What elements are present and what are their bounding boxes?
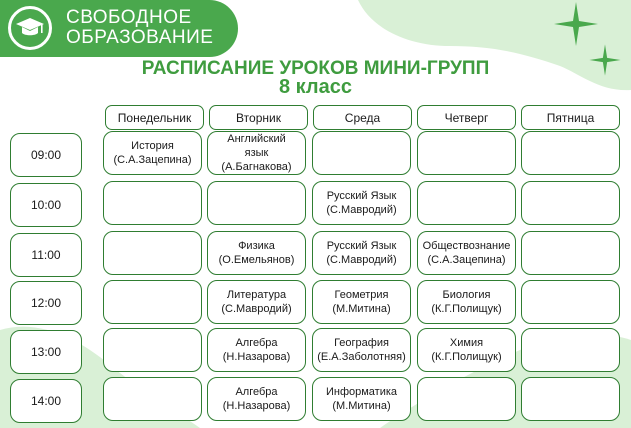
day-header: Среда xyxy=(313,105,412,130)
page-subtitle: 8 класс xyxy=(278,76,352,98)
lesson-cell xyxy=(417,181,516,225)
lesson-subject: Информатика xyxy=(325,386,398,398)
lesson-cell xyxy=(207,231,306,275)
brand-line2: ОБРАЗОВАНИЕ xyxy=(66,27,214,48)
lesson-teacher: (С.А.Зацепина) xyxy=(427,254,506,266)
lesson-cell xyxy=(312,377,411,421)
lesson-cell xyxy=(312,131,411,175)
time-label: 12:00 xyxy=(10,281,82,325)
lesson-cell xyxy=(417,131,516,175)
lesson-teacher: (С.А.Зацепина) xyxy=(113,154,192,166)
lesson-subject: Русский Язык xyxy=(326,240,397,252)
lesson-cell xyxy=(312,328,411,372)
lesson-teacher: (О.Емельянов) xyxy=(218,254,295,266)
lesson-subject: Алгебра xyxy=(235,337,278,349)
lesson-subject: Геометрия xyxy=(334,289,389,301)
lesson-cell xyxy=(207,328,306,372)
lesson-subject: История xyxy=(131,140,174,152)
lesson-teacher: (С.Мавродий) xyxy=(221,303,292,315)
lesson-cell xyxy=(312,280,411,324)
time-label: 11:00 xyxy=(10,233,82,277)
lesson-cell xyxy=(103,181,202,225)
brand-name xyxy=(66,8,213,48)
lesson-cell xyxy=(207,131,306,175)
lesson-teacher: (С.Мавродий) xyxy=(326,204,397,216)
day-header: Понедельник xyxy=(105,105,204,130)
lesson-cell xyxy=(103,231,202,275)
day-header: Вторник xyxy=(209,105,308,130)
lesson-cell xyxy=(312,231,411,275)
lesson-subject: Обществознание xyxy=(422,240,511,252)
lesson-cell xyxy=(417,328,516,372)
brand-line1: СВОБОДНОЕ xyxy=(66,7,192,28)
lesson-cell xyxy=(207,181,306,225)
lesson-cell xyxy=(417,377,516,421)
lesson-teacher: (Н.Назарова) xyxy=(222,351,291,363)
lesson-subject: Алгебра xyxy=(235,386,278,398)
lesson-teacher: (Е.А.Заболотняя) xyxy=(317,351,406,363)
lesson-subject: География xyxy=(334,337,389,349)
lesson-cell xyxy=(103,131,202,175)
lesson-subject: Английский язык xyxy=(227,133,286,159)
sparkle-icon xyxy=(552,0,600,48)
lesson-subject: Физика xyxy=(238,240,275,252)
logo xyxy=(8,6,52,50)
lesson-cell xyxy=(521,377,620,421)
time-label: 13:00 xyxy=(10,330,82,374)
lesson-teacher: (Н.Назарова) xyxy=(222,400,291,412)
lesson-cell xyxy=(521,131,620,175)
time-label: 10:00 xyxy=(10,183,82,227)
lesson-teacher: (С.Мавродий) xyxy=(326,254,397,266)
lesson-teacher: (М.Митина) xyxy=(332,303,391,315)
lesson-cell xyxy=(207,280,306,324)
lesson-cell xyxy=(103,377,202,421)
lesson-subject: Русский Язык xyxy=(326,190,397,202)
lesson-cell xyxy=(207,377,306,421)
lesson-subject: Биология xyxy=(442,289,491,301)
lesson-cell xyxy=(417,280,516,324)
lesson-subject: Литература xyxy=(226,289,287,301)
lesson-teacher: (А.Багнакова) xyxy=(221,161,292,173)
lesson-cell xyxy=(417,231,516,275)
graduation-cap-icon xyxy=(15,16,45,40)
time-label: 14:00 xyxy=(10,379,82,423)
day-header: Четверг xyxy=(417,105,516,130)
lesson-cell xyxy=(521,181,620,225)
sparkle-icon xyxy=(588,43,622,77)
lesson-cell xyxy=(521,280,620,324)
lesson-cell xyxy=(103,328,202,372)
lesson-teacher: (К.Г.Полищук) xyxy=(431,351,502,363)
lesson-subject: Химия xyxy=(449,337,484,349)
lesson-cell xyxy=(521,231,620,275)
lesson-teacher: (К.Г.Полищук) xyxy=(431,303,502,315)
lesson-teacher: (М.Митина) xyxy=(332,400,391,412)
time-label: 09:00 xyxy=(10,133,82,177)
lesson-cell xyxy=(103,280,202,324)
day-header: Пятница xyxy=(521,105,620,130)
page-title: РАСПИСАНИЕ УРОКОВ МИНИ-ГРУПП xyxy=(141,58,490,79)
lesson-cell xyxy=(521,328,620,372)
lesson-cell xyxy=(312,181,411,225)
